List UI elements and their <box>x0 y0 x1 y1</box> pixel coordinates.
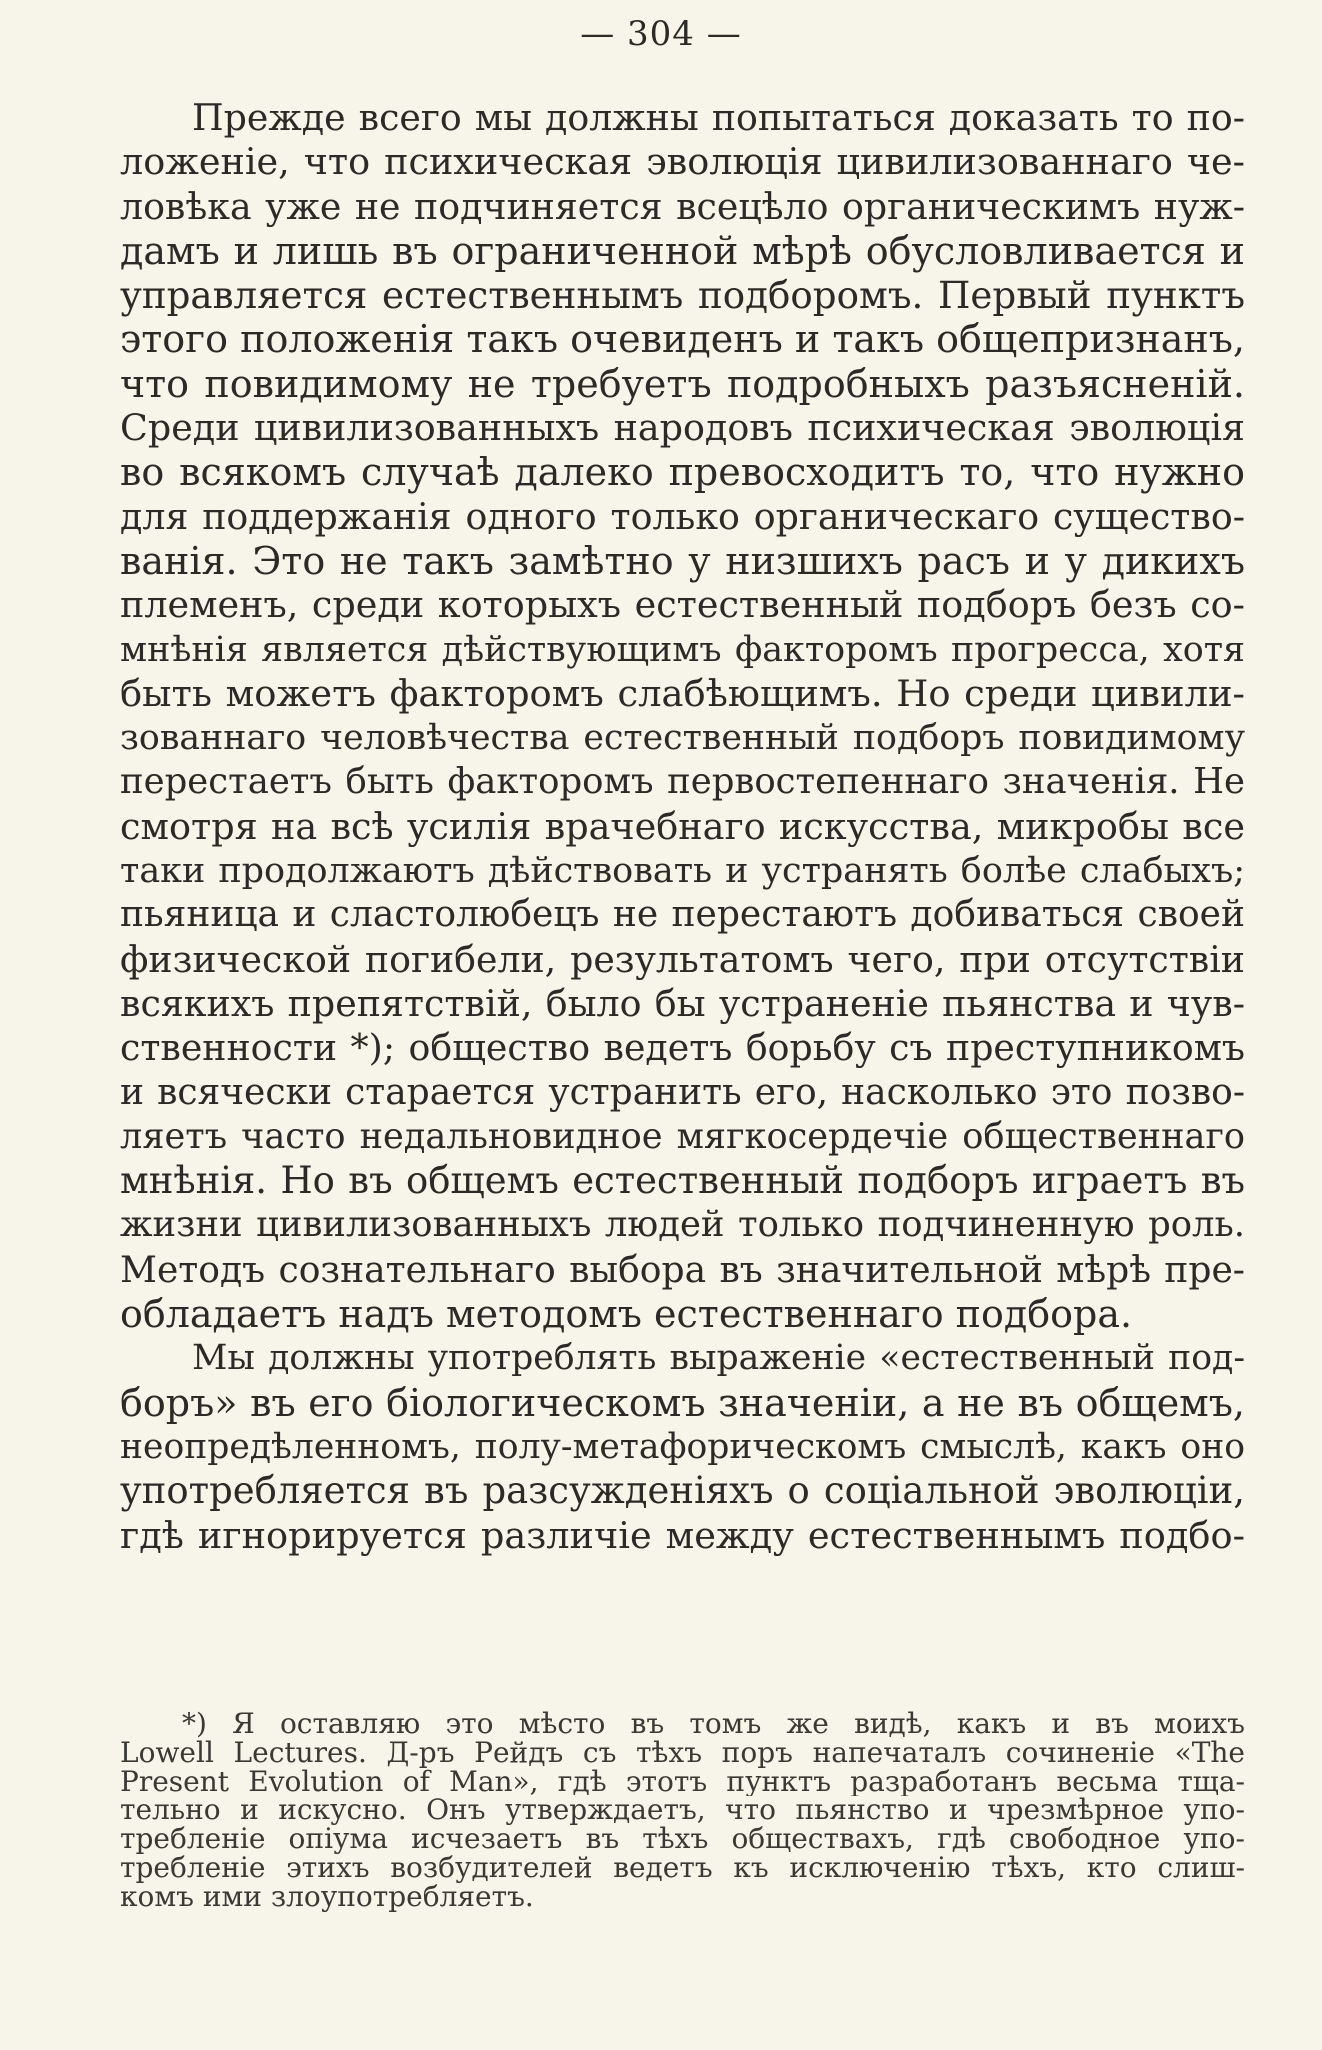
footnote-line: *) Я оставляю это мѣсто въ томъ же видѣ, какъ и въ моихъ <box>182 1710 1245 1739</box>
text-line: Среди цивилизованныхъ народовъ психическая эволюція <box>120 406 1245 450</box>
text-line: мнѣнія. Но въ общемъ естественный подборъ играетъ въ <box>120 1159 1245 1203</box>
text-line: зованнаго человѣчества естественный подборъ повидимому <box>120 718 1245 759</box>
text-line: быть можетъ факторомъ слабѣющимъ. Но среди цивили- <box>120 671 1245 715</box>
text-line: таки продолжаютъ дѣйствовать и устранять болѣе слабыхъ; <box>120 851 1245 892</box>
text-line: дамъ и лишь въ ограниченной мѣрѣ обусловливается и <box>120 228 1245 273</box>
page-number: — 304 — <box>580 14 742 54</box>
footnote-line: требленіе этихъ возбудителей ведетъ къ исключенію тѣхъ, кто слиш- <box>120 1853 1245 1883</box>
text-line: смотря на всѣ усилія врачебнаго искусства, микробы все <box>120 804 1245 848</box>
text-line: всякихъ препятствій, было бы устраненіе пьянства и чув- <box>120 981 1245 1025</box>
text-line: во всякомъ случаѣ далеко превосходитъ то, что нужно <box>120 450 1245 495</box>
text-line: ляетъ часто недальновидное мягкосердечіе общественнаго <box>120 1115 1245 1157</box>
text-line: ванія. Это не такъ замѣтно у низшихъ расъ и у дикихъ <box>120 538 1245 583</box>
text-line: Методъ сознательнаго выбора въ значительной мѣрѣ пре- <box>120 1248 1245 1291</box>
text-line: обладаетъ надъ методомъ естественнаго подбора. <box>120 1292 1133 1337</box>
text-line: для поддержанія одного только органическаго существо- <box>120 494 1245 538</box>
text-line: и всячески старается устранить его, насколько это позво- <box>120 1071 1245 1113</box>
footnote-line: Present Evolution of Man», гдѣ этотъ пунктъ разработанъ весьма тща- <box>120 1767 1245 1797</box>
text-line: управляется естественнымъ подборомъ. Первый пунктъ <box>120 273 1245 318</box>
text-line: физической погибели, результатомъ чего, при отсутствіи <box>120 937 1245 981</box>
text-line: ложеніе, что психическая эволюція цивилизованнаго че- <box>120 140 1245 184</box>
text-line: гдѣ игнорируется различіе между естественнымъ подбо- <box>120 1513 1245 1557</box>
text-line: перестаетъ быть факторомъ первостепеннаго значенія. Не <box>120 761 1245 803</box>
text-line: ственности *); общество ведетъ борьбу съ преступникомъ <box>120 1026 1245 1070</box>
text-line: жизни цивилизованныхъ людей только подчиненную роль. <box>120 1204 1245 1246</box>
text-line: ловѣка уже не подчиняется всецѣло органическимъ нуж- <box>120 184 1245 228</box>
paragraph-1 <box>120 96 1245 1336</box>
text-line: что повидимому не требуетъ подробныхъ разъясненій. <box>120 361 1245 406</box>
text-line: неопредѣленномъ, полу-метафорическомъ смыслѣ, какъ оно <box>120 1426 1245 1467</box>
text-line: мнѣнія является дѣйствующимъ факторомъ прогресса, хотя <box>120 629 1245 670</box>
text-line: употребляется въ разсужденіяхъ о соціальной эволюціи, <box>120 1469 1245 1513</box>
footnote-line: комъ ими злоупотребляетъ. <box>120 1882 534 1912</box>
text-line: боръ» въ его біологическомъ значеніи, а не въ общемъ, <box>120 1380 1245 1425</box>
footnote <box>120 1710 1245 1912</box>
footnote-line: тельно и искусно. Онъ утверждаетъ, что пьянство и чрезмѣрное упо- <box>120 1796 1245 1826</box>
footnote-line: Lowell Lectures. Д-ръ Рейдъ съ тѣхъ поръ напечаталъ сочиненіе «The <box>120 1738 1245 1768</box>
text-line: этого положенія такъ очевиденъ и такъ общепризнанъ, <box>120 317 1245 362</box>
paragraph-2 <box>120 1336 1245 1557</box>
text-line: Мы должны употреблять выраженіе «естественный под- <box>192 1338 1245 1379</box>
text-line: Прежде всего мы должны попытаться доказать то по- <box>192 96 1245 139</box>
text-line: племенъ, среди которыхъ естественный подборъ безъ со- <box>120 583 1245 627</box>
footnote-line: требленіе опіума исчезаетъ въ тѣхъ обществахъ, гдѣ свободное упо- <box>120 1825 1245 1854</box>
body-text <box>120 96 1245 1558</box>
text-line: пьяница и сластолюбецъ не перестаютъ добиваться своей <box>120 894 1245 936</box>
